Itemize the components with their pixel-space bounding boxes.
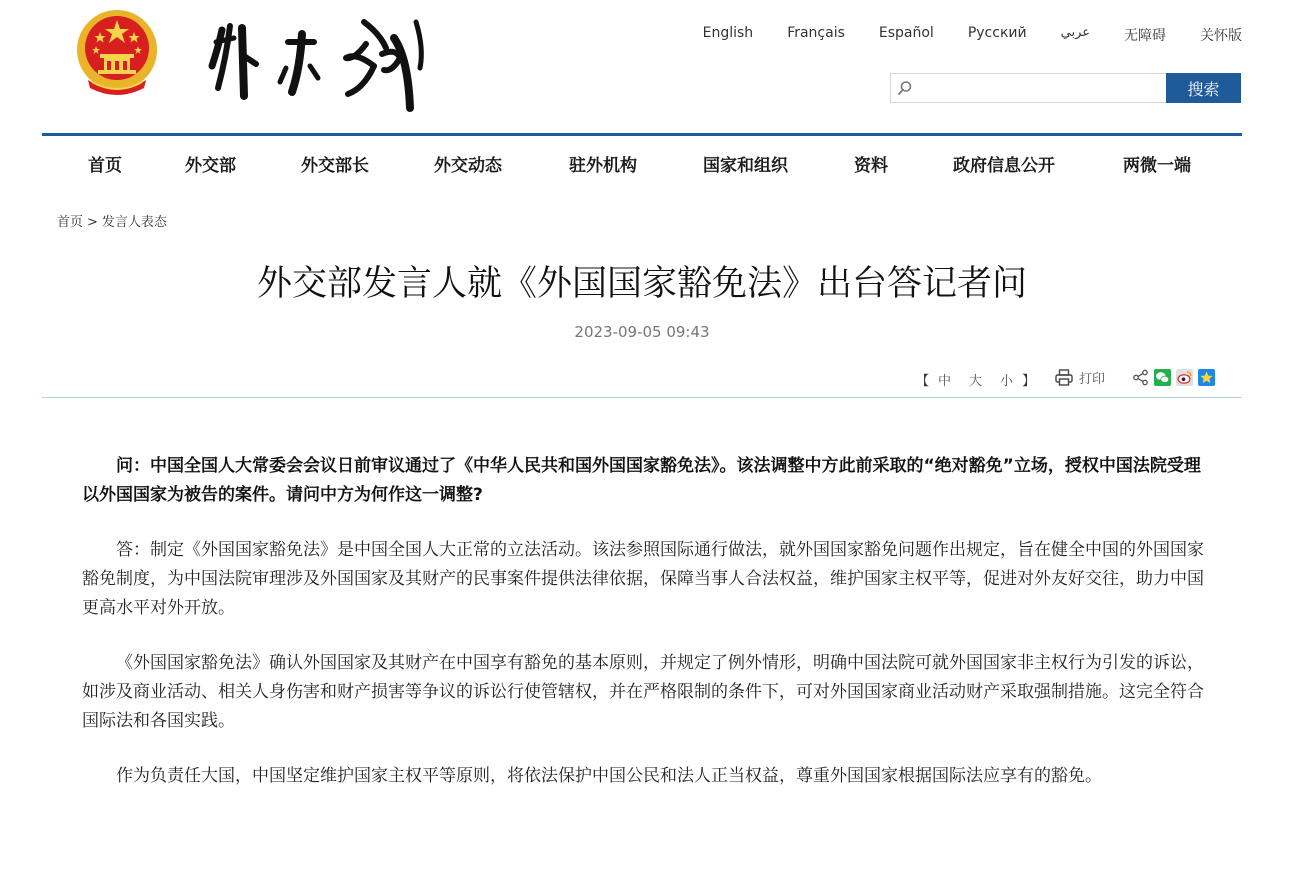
breadcrumb-separator: > (87, 215, 98, 230)
wechat-icon[interactable] (1154, 369, 1171, 386)
nav-item-social-media[interactable]: 两微一端 (1123, 156, 1191, 176)
search-input-wrapper (890, 73, 1166, 103)
lang-russian-link[interactable]: Русский (967, 25, 1027, 41)
font-size-bracket-close: 】 (1022, 374, 1036, 389)
font-size-switcher (916, 370, 1035, 389)
title-divider (42, 397, 1242, 398)
font-size-large-button[interactable]: 大 (969, 374, 983, 389)
article-body (82, 452, 1204, 817)
lang-arabic-link[interactable]: عربي (1060, 25, 1090, 40)
breadcrumb-current-link[interactable]: 发言人表态 (101, 215, 167, 230)
nav-item-countries-organizations[interactable]: 国家和组织 (703, 156, 788, 176)
lang-french-link[interactable]: Français (787, 25, 845, 41)
lang-english-link[interactable]: English (702, 25, 754, 41)
font-size-bracket-open: 【 (916, 374, 930, 389)
print-button[interactable] (1055, 368, 1105, 387)
nav-item-missions-abroad[interactable]: 驻外机构 (569, 156, 637, 176)
qzone-icon[interactable] (1198, 369, 1215, 386)
article-paragraph: 作为负责任大国，中国坚定维护国家主权平等原则，将依法保护中国公民和法人正当权益，尊重外国国家根据国际法应享有的豁免。 (116, 766, 1102, 786)
search-input[interactable] (891, 74, 1166, 102)
font-size-medium-button[interactable]: 中 (938, 374, 952, 389)
weibo-icon[interactable] (1176, 369, 1193, 386)
print-label: 打印 (1079, 372, 1106, 387)
nav-item-government-info[interactable]: 政府信息公开 (953, 156, 1055, 176)
nav-item-minister[interactable]: 外交部长 (301, 156, 369, 176)
share-bar (1132, 369, 1215, 386)
ministry-calligraphy-logo (196, 8, 436, 123)
nav-item-home[interactable]: 首页 (88, 156, 122, 176)
article-tools (0, 367, 1306, 389)
nav-item-resources[interactable]: 资料 (854, 156, 888, 176)
article-paragraph: 《外国国家豁免法》确认外国国家及其财产在中国享有豁免的基本原则，并规定了例外情形，明确中国法院可就外国国家非主权行为引发的诉讼，如涉及商业活动、相关人身伤害和财产损害等争议的诉讼行使管辖权，并在严格限制的条件下，可对外国国家商业活动财产采取强制措施。这完全符合国际法和各国实践。 (82, 653, 1204, 731)
article-paragraph-question: 问：中国全国人大常委会会议日前审议通过了《中华人民共和国外国国家豁免法》。该法调整中方此前采取的“绝对豁免”立场，授权中国法院受理以外国国家为被告的案件。请问中方为何作这一调整? (82, 456, 1201, 505)
search-box (890, 73, 1241, 103)
main-nav (42, 136, 1242, 186)
search-button[interactable]: 搜索 (1166, 73, 1241, 103)
printer-icon (1055, 369, 1073, 386)
article-paragraph: 答：制定《外国国家豁免法》是中国全国人大正常的立法活动。该法参照国际通行做法，就外国国家豁免问题作出规定，旨在健全中国的外国国家豁免制度，为中国法院审理涉及外国国家及其财产的民事案件提供法律依据，保障当事人合法权益，维护国家主权平等，促进对外友好交往，助力中国更高水平对外开放。 (82, 540, 1204, 618)
breadcrumb (57, 211, 167, 230)
search-icon (897, 80, 913, 96)
nav-item-diplomatic-news[interactable]: 外交动态 (434, 156, 502, 176)
accessibility-link[interactable]: 无障碍 (1124, 28, 1166, 44)
page-title: 外交部发言人就《外国国家豁免法》出台答记者问 (256, 264, 1027, 304)
share-icon[interactable] (1132, 369, 1149, 386)
national-emblem-logo (74, 8, 160, 98)
language-bar (703, 25, 1242, 45)
font-size-small-button[interactable]: 小 (1000, 374, 1014, 389)
publish-date: 2023-09-05 09:43 (574, 323, 710, 341)
nav-item-ministry[interactable]: 外交部 (185, 156, 236, 176)
lang-spanish-link[interactable]: Español (878, 25, 934, 41)
breadcrumb-home-link[interactable]: 首页 (57, 215, 84, 230)
elderly-care-version-link[interactable]: 关怀版 (1200, 28, 1242, 44)
